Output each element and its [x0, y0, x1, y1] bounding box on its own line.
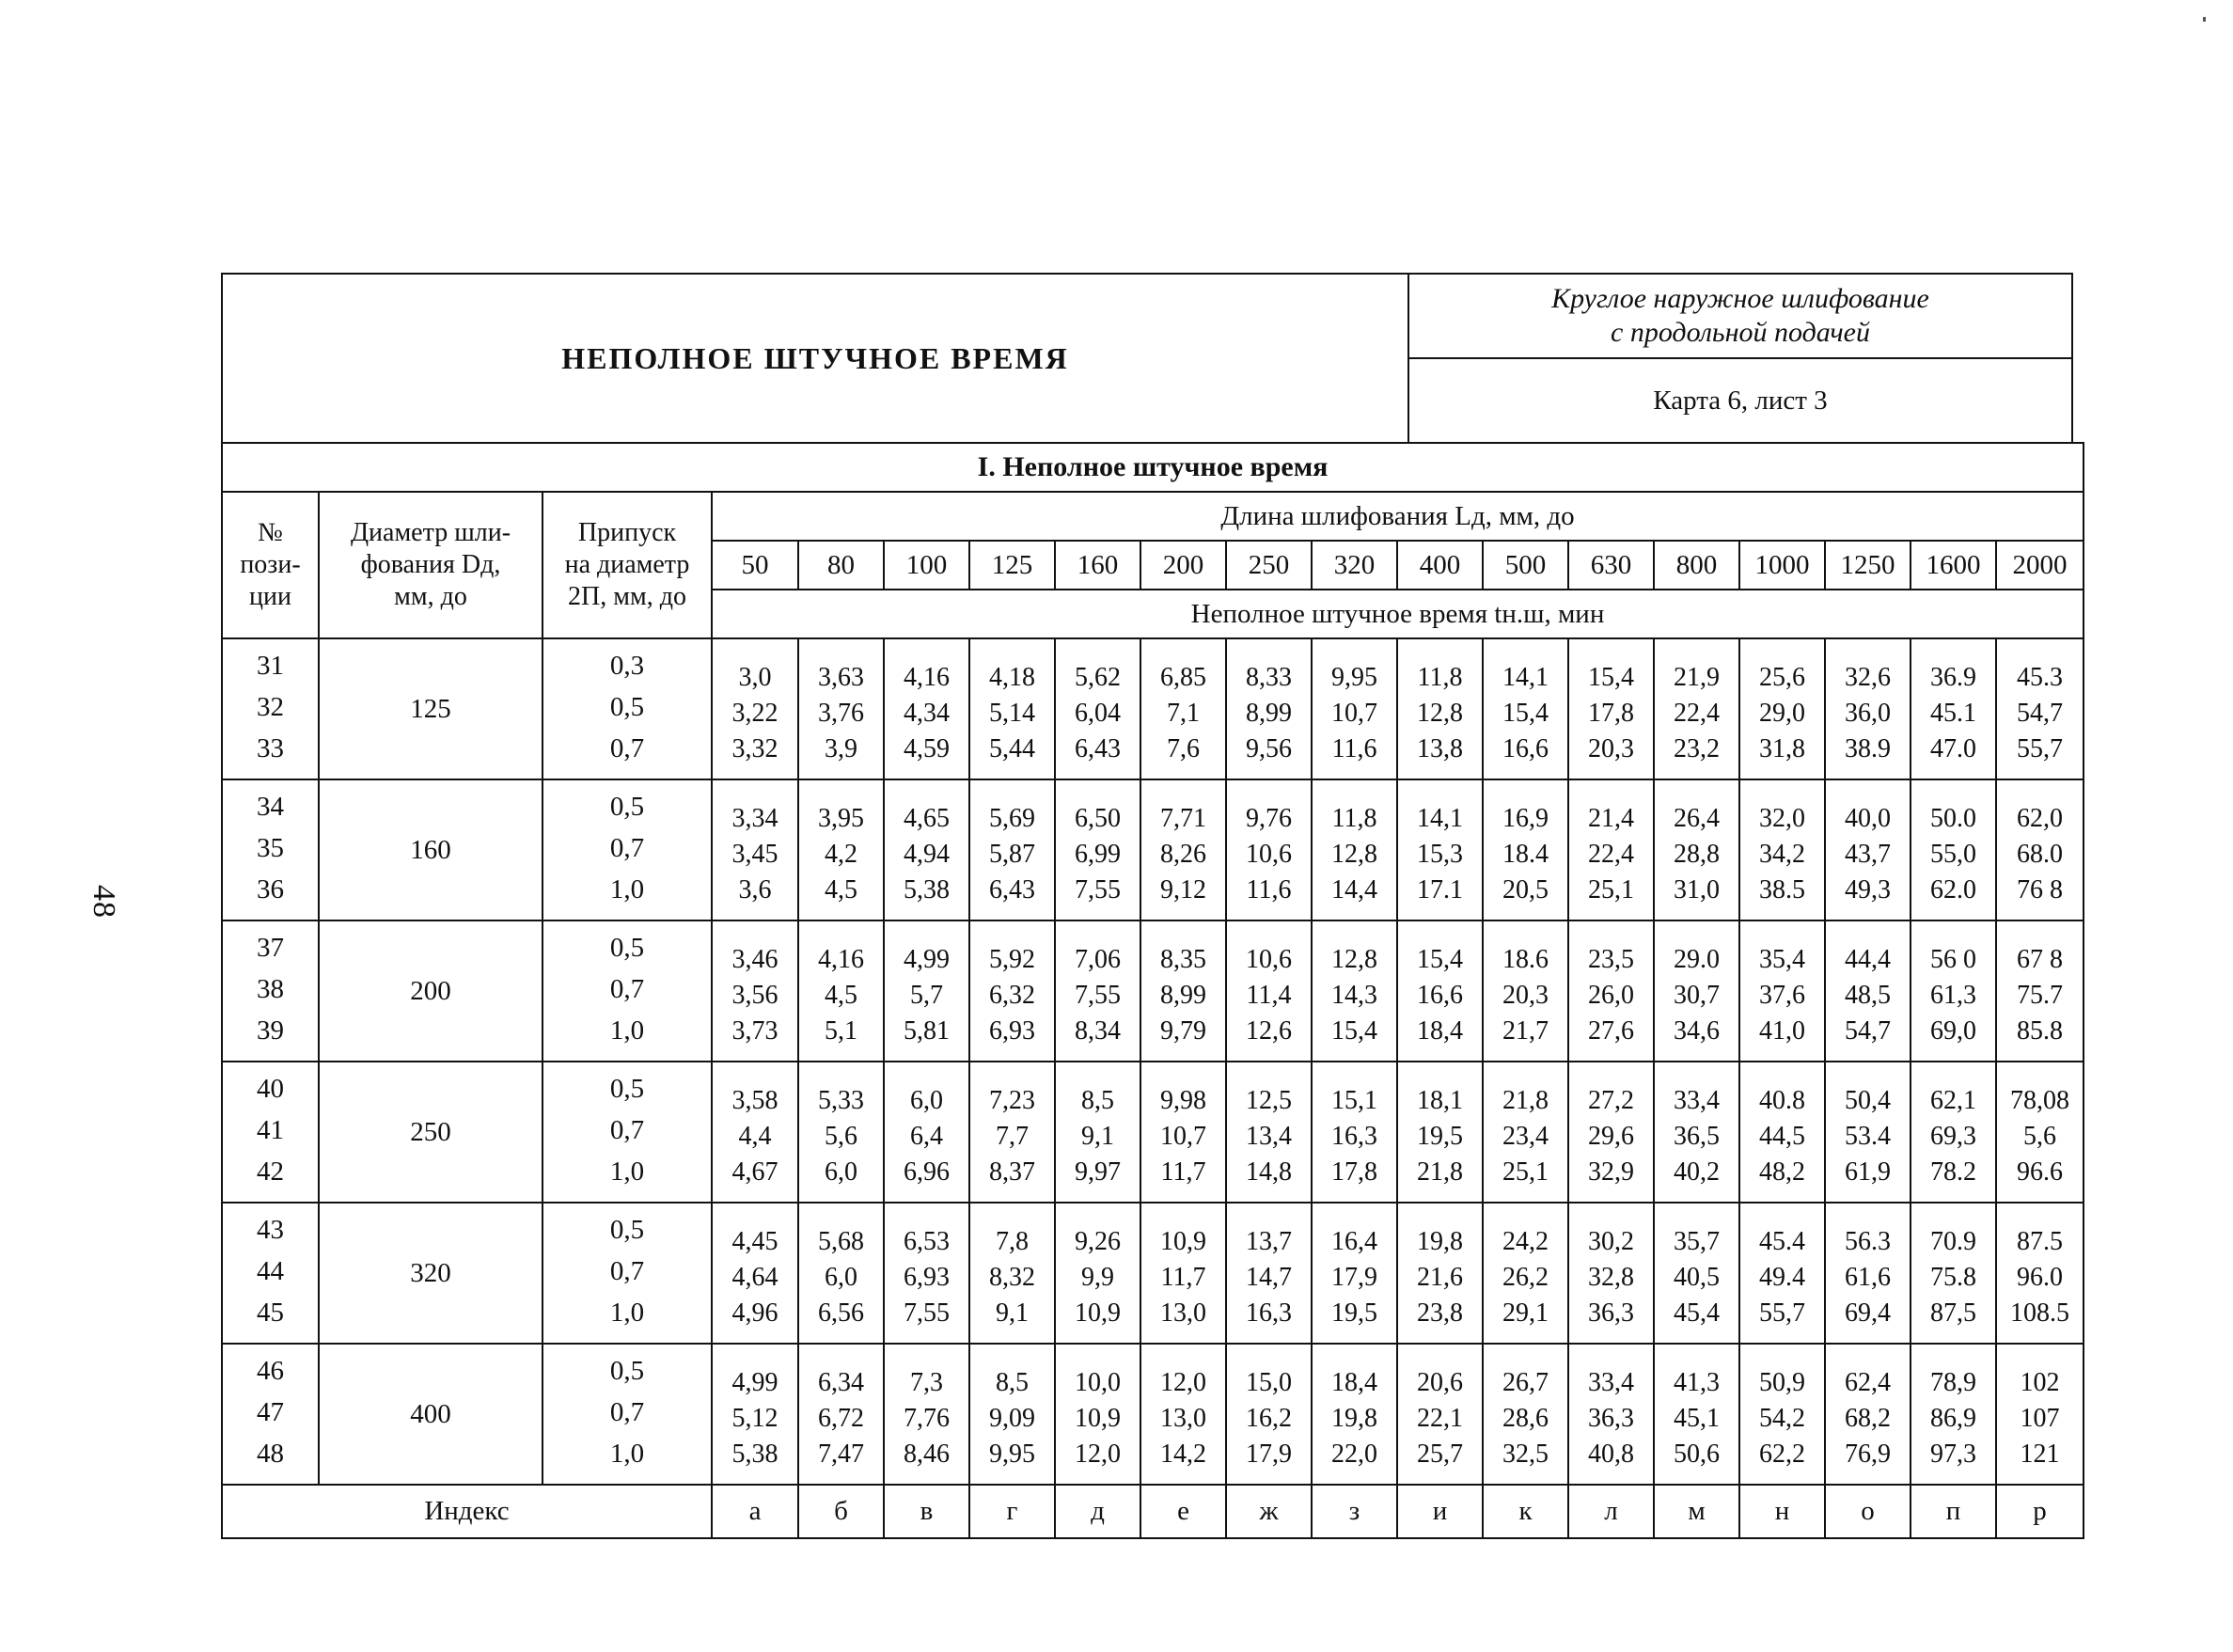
time-value-cell: 26,4 28,8 31,0 — [1654, 779, 1739, 920]
time-value-cell: 41,3 45,1 50,6 — [1654, 1344, 1739, 1485]
index-cell: е — [1140, 1485, 1226, 1538]
length-header-cell: 800 — [1654, 541, 1739, 590]
time-value-cell: 18.6 20,3 21,7 — [1483, 920, 1568, 1062]
time-value-cell: 7,3 7,76 8,46 — [884, 1344, 969, 1485]
time-value-cell: 50.0 55,0 62.0 — [1911, 779, 1996, 920]
diameter-header: Диаметр шли- фования Dд, мм, до — [319, 492, 543, 638]
diameter-value: 400 — [319, 1344, 543, 1485]
time-value-cell: 9,98 10,7 11,7 — [1140, 1062, 1226, 1203]
time-value-cell: 14,1 15,4 16,6 — [1483, 638, 1568, 779]
time-value-cell: 30,2 32,8 36,3 — [1568, 1203, 1654, 1344]
index-cell: ж — [1226, 1485, 1312, 1538]
position-header: № пози- ции — [222, 492, 319, 638]
index-cell: п — [1911, 1485, 1996, 1538]
scan-speck — [2203, 17, 2206, 22]
time-value-cell: 5,92 6,32 6,93 — [969, 920, 1055, 1062]
time-value-cell: 10,9 11,7 13,0 — [1140, 1203, 1226, 1344]
time-value-cell: 7,23 7,7 8,37 — [969, 1062, 1055, 1203]
index-cell: м — [1654, 1485, 1739, 1538]
time-value-cell: 8,5 9,1 9,97 — [1055, 1062, 1140, 1203]
time-value-cell: 4,16 4,34 4,59 — [884, 638, 969, 779]
time-value-cell: 62,0 68.0 76 8 — [1996, 779, 2084, 920]
index-cell: д — [1055, 1485, 1140, 1538]
length-header-cell: 1000 — [1739, 541, 1825, 590]
time-value-cell: 21,8 23,4 25,1 — [1483, 1062, 1568, 1203]
length-header-cell: 50 — [712, 541, 798, 590]
time-value-cell: 33,4 36,5 40,2 — [1654, 1062, 1739, 1203]
time-value-cell: 6,85 7,1 7,6 — [1140, 638, 1226, 779]
diameter-value: 250 — [319, 1062, 543, 1203]
length-header-cell: 160 — [1055, 541, 1140, 590]
time-value-cell: 7,71 8,26 9,12 — [1140, 779, 1226, 920]
time-value-cell: 35,4 37,6 41,0 — [1739, 920, 1825, 1062]
position-numbers: 37 38 39 — [222, 920, 319, 1062]
time-value-cell: 62,4 68,2 76,9 — [1825, 1344, 1911, 1485]
time-value-cell: 12,8 14,3 15,4 — [1312, 920, 1397, 1062]
allowance-header: Припуск на диаметр 2П, мм, до — [543, 492, 712, 638]
time-value-cell: 4,16 4,5 5,1 — [798, 920, 884, 1062]
index-cell: к — [1483, 1485, 1568, 1538]
time-value-cell: 56 0 61,3 69,0 — [1911, 920, 1996, 1062]
operation-title — [1409, 275, 2071, 359]
index-label: Индекс — [222, 1485, 712, 1538]
length-header-cell: 200 — [1140, 541, 1226, 590]
allowance-values: 0,5 0,7 1,0 — [543, 1062, 712, 1203]
time-value-cell: 9,76 10,6 11,6 — [1226, 779, 1312, 920]
time-value-cell: 36.9 45.1 47.0 — [1911, 638, 1996, 779]
index-cell: р — [1996, 1485, 2084, 1538]
diameter-value: 320 — [319, 1203, 543, 1344]
index-cell: а — [712, 1485, 798, 1538]
length-header-cell: 400 — [1397, 541, 1483, 590]
time-value-cell: 3,63 3,76 3,9 — [798, 638, 884, 779]
time-value-cell: 15,4 16,6 18,4 — [1397, 920, 1483, 1062]
length-header-cell: 250 — [1226, 541, 1312, 590]
time-value-cell: 23,5 26,0 27,6 — [1568, 920, 1654, 1062]
time-value-cell: 3,0 3,22 3,32 — [712, 638, 798, 779]
allowance-values: 0,5 0,7 1,0 — [543, 920, 712, 1062]
time-value-cell: 4,99 5,7 5,81 — [884, 920, 969, 1062]
time-value-cell: 5,69 5,87 6,43 — [969, 779, 1055, 920]
time-value-cell: 12,0 13,0 14,2 — [1140, 1344, 1226, 1485]
index-cell: з — [1312, 1485, 1397, 1538]
time-value-cell: 3,58 4,4 4,67 — [712, 1062, 798, 1203]
page-number: 48 — [86, 885, 121, 919]
time-value-cell: 6,50 6,99 7,55 — [1055, 779, 1140, 920]
allowance-values: 0,3 0,5 0,7 — [543, 638, 712, 779]
length-header-cell: 1250 — [1825, 541, 1911, 590]
table-row-group — [222, 779, 2084, 920]
time-value-cell: 7,06 7,55 8,34 — [1055, 920, 1140, 1062]
diameter-value: 200 — [319, 920, 543, 1062]
time-value-cell: 21,9 22,4 23,2 — [1654, 638, 1739, 779]
time-norms-table — [221, 442, 2084, 1539]
time-value-cell: 16,4 17,9 19,5 — [1312, 1203, 1397, 1344]
length-header-cell: 80 — [798, 541, 884, 590]
index-cell: н — [1739, 1485, 1825, 1538]
time-value-cell: 18,4 19,8 22,0 — [1312, 1344, 1397, 1485]
time-value-cell: 12,5 13,4 14,8 — [1226, 1062, 1312, 1203]
length-header: Длина шлифования Lд, мм, до — [712, 492, 2084, 541]
time-value-cell: 13,7 14,7 16,3 — [1226, 1203, 1312, 1344]
length-header-cell: 2000 — [1996, 541, 2084, 590]
time-value-cell: 11,8 12,8 14,4 — [1312, 779, 1397, 920]
time-value-cell: 27,2 29,6 32,9 — [1568, 1062, 1654, 1203]
time-value-cell: 40.8 44,5 48,2 — [1739, 1062, 1825, 1203]
table-row-group — [222, 1344, 2084, 1485]
time-value-cell: 87.5 96.0 108.5 — [1996, 1203, 2084, 1344]
length-header-cell: 630 — [1568, 541, 1654, 590]
table-row-group — [222, 1062, 2084, 1203]
time-value-cell: 102 107 121 — [1996, 1344, 2084, 1485]
time-value-cell: 15,4 17,8 20,3 — [1568, 638, 1654, 779]
index-cell: о — [1825, 1485, 1911, 1538]
time-value-cell: 45.3 54,7 55,7 — [1996, 638, 2084, 779]
time-value-cell: 26,7 28,6 32,5 — [1483, 1344, 1568, 1485]
table-row-group — [222, 920, 2084, 1062]
time-value-cell: 4,65 4,94 5,38 — [884, 779, 969, 920]
index-row — [222, 1485, 2084, 1538]
time-value-cell: 8,33 8,99 9,56 — [1226, 638, 1312, 779]
position-numbers: 40 41 42 — [222, 1062, 319, 1203]
time-value-cell: 50,4 53.4 61,9 — [1825, 1062, 1911, 1203]
time-value-cell: 10,0 10,9 12,0 — [1055, 1344, 1140, 1485]
time-value-cell: 29.0 30,7 34,6 — [1654, 920, 1739, 1062]
time-value-cell: 44,4 48,5 54,7 — [1825, 920, 1911, 1062]
time-value-cell: 19,8 21,6 23,8 — [1397, 1203, 1483, 1344]
time-value-cell: 33,4 36,3 40,8 — [1568, 1344, 1654, 1485]
table-row-group — [222, 638, 2084, 779]
time-value-cell: 14,1 15,3 17.1 — [1397, 779, 1483, 920]
time-value-cell: 11,8 12,8 13,8 — [1397, 638, 1483, 779]
position-numbers: 43 44 45 — [222, 1203, 319, 1344]
time-value-cell: 16,9 18.4 20,5 — [1483, 779, 1568, 920]
time-header: Неполное штучное время tн.ш, мин — [712, 590, 2084, 638]
index-cell: и — [1397, 1485, 1483, 1538]
length-header-cell: 500 — [1483, 541, 1568, 590]
time-value-cell: 5,62 6,04 6,43 — [1055, 638, 1140, 779]
time-value-cell: 32,0 34,2 38.5 — [1739, 779, 1825, 920]
index-cell: л — [1568, 1485, 1654, 1538]
time-value-cell: 35,7 40,5 45,4 — [1654, 1203, 1739, 1344]
length-header-cell: 125 — [969, 541, 1055, 590]
time-value-cell: 24,2 26,2 29,1 — [1483, 1203, 1568, 1344]
time-value-cell: 6,53 6,93 7,55 — [884, 1203, 969, 1344]
allowance-values: 0,5 0,7 1,0 — [543, 1203, 712, 1344]
time-value-cell: 20,6 22,1 25,7 — [1397, 1344, 1483, 1485]
diameter-value: 125 — [319, 638, 543, 779]
time-value-cell: 8,35 8,99 9,79 — [1140, 920, 1226, 1062]
time-value-cell: 45.4 49.4 55,7 — [1739, 1203, 1825, 1344]
time-value-cell: 5,33 5,6 6,0 — [798, 1062, 884, 1203]
time-value-cell: 40,0 43,7 49,3 — [1825, 779, 1911, 920]
page-title: НЕПОЛНОЕ ШТУЧНОЕ ВРЕМЯ — [223, 275, 1409, 442]
time-value-cell: 9,95 10,7 11,6 — [1312, 638, 1397, 779]
time-value-cell: 3,95 4,2 4,5 — [798, 779, 884, 920]
time-value-cell: 8,5 9,09 9,95 — [969, 1344, 1055, 1485]
time-value-cell: 4,45 4,64 4,96 — [712, 1203, 798, 1344]
index-cell: г — [969, 1485, 1055, 1538]
time-value-cell: 67 8 75.7 85.8 — [1996, 920, 2084, 1062]
time-value-cell: 7,8 8,32 9,1 — [969, 1203, 1055, 1344]
time-value-cell: 15,0 16,2 17,9 — [1226, 1344, 1312, 1485]
allowance-values: 0,5 0,7 1,0 — [543, 779, 712, 920]
time-value-cell: 6,34 6,72 7,47 — [798, 1344, 884, 1485]
position-numbers: 46 47 48 — [222, 1344, 319, 1485]
operation-title-line2: с продольной подачей — [1611, 317, 1870, 348]
time-value-cell: 9,26 9,9 10,9 — [1055, 1203, 1140, 1344]
time-value-cell: 50,9 54,2 62,2 — [1739, 1344, 1825, 1485]
length-header-cell: 320 — [1312, 541, 1397, 590]
index-cell: б — [798, 1485, 884, 1538]
allowance-values: 0,5 0,7 1,0 — [543, 1344, 712, 1485]
card-header — [221, 273, 2073, 442]
index-cell: в — [884, 1485, 969, 1538]
time-value-cell: 4,99 5,12 5,38 — [712, 1344, 798, 1485]
time-value-cell: 32,6 36,0 38.9 — [1825, 638, 1911, 779]
time-value-cell: 21,4 22,4 25,1 — [1568, 779, 1654, 920]
time-value-cell: 62,1 69,3 78.2 — [1911, 1062, 1996, 1203]
position-numbers: 31 32 33 — [222, 638, 319, 779]
time-value-cell: 18,1 19,5 21,8 — [1397, 1062, 1483, 1203]
time-value-cell: 5,68 6,0 6,56 — [798, 1203, 884, 1344]
card-number: Карта 6, лист 3 — [1653, 385, 1828, 416]
diameter-value: 160 — [319, 779, 543, 920]
time-value-cell: 56.3 61,6 69,4 — [1825, 1203, 1911, 1344]
time-value-cell: 4,18 5,14 5,44 — [969, 638, 1055, 779]
operation-title-line1: Круглое наружное шлифование — [1551, 283, 1929, 314]
time-value-cell: 6,0 6,4 6,96 — [884, 1062, 969, 1203]
time-value-cell: 78,08 5,6 96.6 — [1996, 1062, 2084, 1203]
length-header-cell: 100 — [884, 541, 969, 590]
time-value-cell: 25,6 29,0 31,8 — [1739, 638, 1825, 779]
time-value-cell: 70.9 75.8 87,5 — [1911, 1203, 1996, 1344]
position-numbers: 34 35 36 — [222, 779, 319, 920]
length-header-cell: 1600 — [1911, 541, 1996, 590]
time-value-cell: 15,1 16,3 17,8 — [1312, 1062, 1397, 1203]
section-title: I. Неполное штучное время — [222, 443, 2084, 492]
time-value-cell: 78,9 86,9 97,3 — [1911, 1344, 1996, 1485]
time-value-cell: 10,6 11,4 12,6 — [1226, 920, 1312, 1062]
table-row-group — [222, 1203, 2084, 1344]
time-value-cell: 3,46 3,56 3,73 — [712, 920, 798, 1062]
time-value-cell: 3,34 3,45 3,6 — [712, 779, 798, 920]
